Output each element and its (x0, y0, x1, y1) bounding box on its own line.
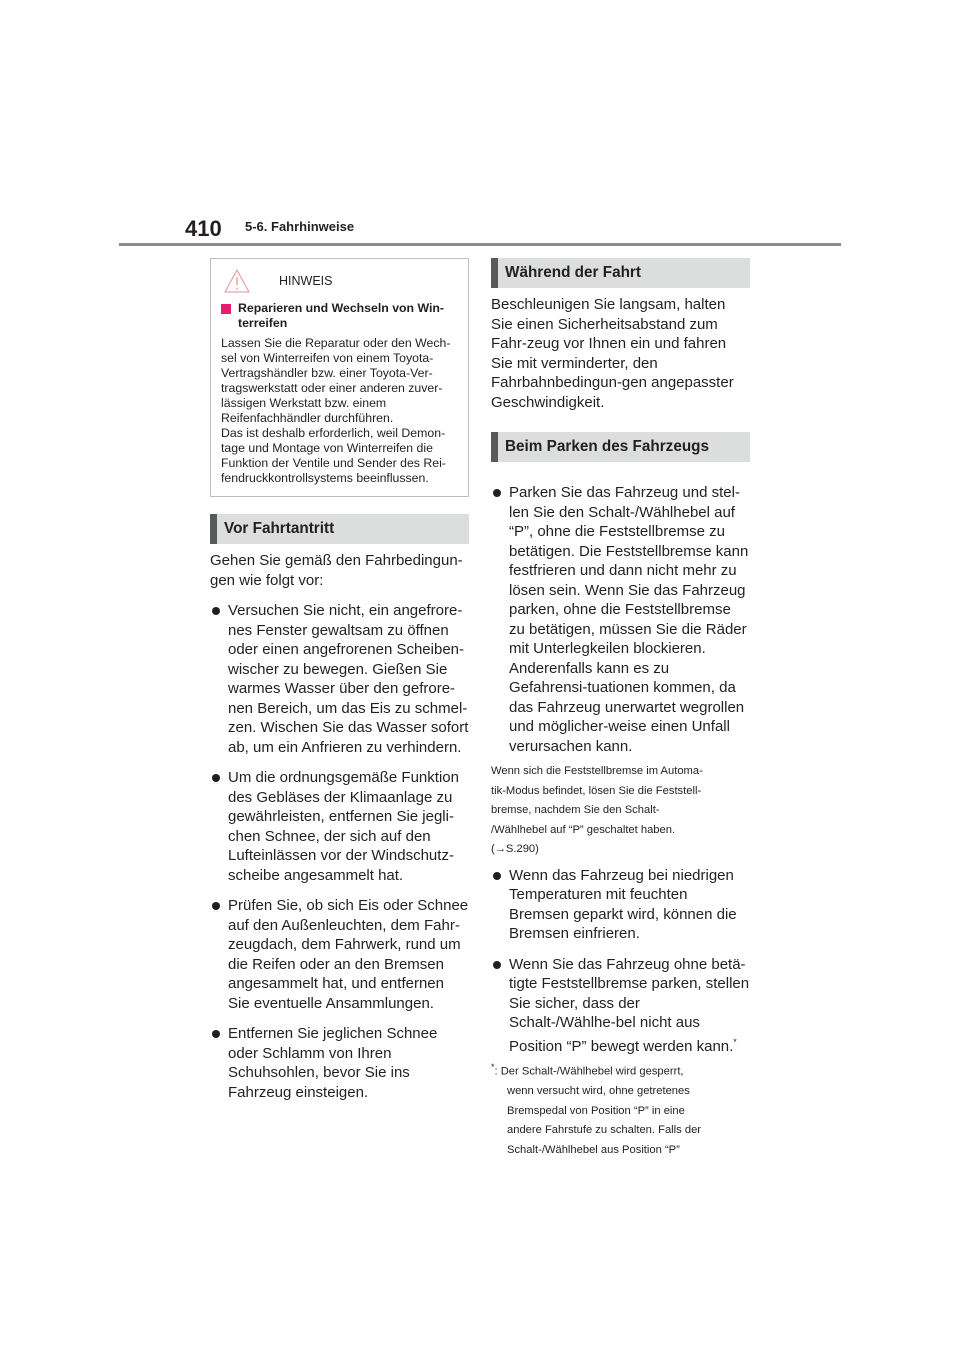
bullet-icon (212, 607, 220, 615)
warning-triangle-icon (223, 268, 251, 294)
footnote-marker: * (733, 1036, 737, 1047)
footnote: *: Der Schalt-/Wählhebel wird gesperrt, wenn versucht wird, ohne getretenes Bremspedal von Position “P” in eine andere Fahrstufe zu schalten. Falls der Schalt-/Wählhebel aus Position “P” (491, 1062, 702, 1156)
section-title: 5-6. Fahrhinweise (245, 219, 355, 234)
list-item: Wenn Sie das Fahrzeug ohne betä-tigte Feststellbremse parken, stellen Sie sicher, dass der Schalt-/Wählhe-bel nicht aus Position “P” bewegt werden kann.* (491, 955, 750, 1057)
list-item: Versuchen Sie nicht, ein angefrore-nes Fenster gewaltsam zu öffnen oder einen angefrorenen Scheiben-wischer zu bewegen. Gießen Sie warmes Wasser über den gefrore-nen Bereich, um das Eis zu schmel-zen. Wischen Sie das Wasser sofort ab, um ein Anfrieren zu verhindern. (210, 601, 469, 757)
pink-square-icon (221, 304, 231, 314)
parking-list-2 (491, 866, 750, 1057)
right-column (491, 258, 750, 1160)
bullet-icon (493, 961, 501, 969)
page-number: 410 (185, 216, 222, 241)
list-item: Parken Sie das Fahrzeug und stel-len Sie den Schalt-/Wählhebel auf “P”, ohne die Feststellbremse zu betätigen. Die Feststellbremse kann festfrieren und dann nicht mehr zu lösen sein. Wenn Sie das Fahrzeug parken, ohne die Feststellbremse zu betätigen, müssen Sie die Räder mit Unterlegkeilen blockieren. Anderenfalls kann es zu Gefahrensi-tuationen kommen, da das Fahrzeug unerwartet wegrollen und möglicher-weise einen Unfall verursachen kann. (491, 483, 750, 756)
notice-subtitle-text: Reparieren und Wechseln von Win- terreifen (238, 301, 445, 330)
list-item: Prüfen Sie, ob sich Eis oder Schnee auf den Außenleuchten, dem Fahr-zeugdach, dem Fahrwerk, rund um die Reifen oder an den Bremsen angesammelt hat, und entfernen Sie eventuelle Ansammlungen. (210, 896, 469, 1013)
bullet-icon (212, 774, 220, 782)
parking-list (491, 483, 750, 756)
parking-note: Wenn sich die Feststellbremse im Automa- tik-Modus befindet, lösen Sie die Feststell- bremse, nachdem Sie den Schalt- /Wählhebel auf “P” geschaltet haben. (→S.290) (491, 765, 703, 855)
notice-subtitle (221, 301, 458, 331)
heading-while-driving: Während der Fahrt (491, 258, 750, 288)
before-driving-intro: Gehen Sie gemäß den Fahrbedingun-gen wie folgt vor: (210, 552, 463, 589)
notice-header (221, 267, 458, 295)
notice-body: Lassen Sie die Reparatur oder den Wech- sel von Winterreifen von einem Toyota- Vertragshändler bzw. einer Toyota-Ver- tragswerkstatt oder einer anderen zuver- lässigen Werkstatt bzw. einem Reifenfachhändler durchführen. Das ist deshalb erforderlich, weil Demon- tage und Montage von Winterreifen die Funktion der Ventile und Sender des Rei- fendruckkontrollsystems beeinflussen. (221, 336, 451, 485)
bullet-icon (493, 872, 501, 880)
list-item: Um die ordnungsgemäße Funktion des Gebläses der Klimaanlage zu gewährleisten, entfernen Sie jegli-chen Schnee, der sich auf den Lufteinlässen vor der Windschutz-scheibe angesammelt hat. (210, 768, 469, 885)
list-item: Wenn das Fahrzeug bei niedrigen Temperaturen mit feuchten Bremsen geparkt wird, können die Bremsen einfrieren. (491, 866, 750, 944)
page-header (0, 0, 960, 250)
while-driving-text: Beschleunigen Sie langsam, halten Sie einen Sicherheitsabstand zum Fahr-zeug vor Ihnen ein und fahren Sie mit verminderter, den Fahrbahnbedingun-gen angepasster Geschwindigkeit. (491, 296, 734, 411)
heading-parking: Beim Parken des Fahrzeugs (491, 432, 750, 462)
bullet-icon (212, 902, 220, 910)
header-divider (119, 243, 841, 246)
before-driving-list (210, 601, 469, 1102)
heading-before-driving: Vor Fahrtantritt (210, 514, 469, 544)
left-column (210, 258, 469, 1113)
list-item: Entfernen Sie jeglichen Schnee oder Schlamm von Ihren Schuhsohlen, bevor Sie ins Fahrzeug einsteigen. (210, 1024, 469, 1102)
bullet-icon (212, 1030, 220, 1038)
notice-box (210, 258, 469, 497)
footnote-asterisk: * (491, 1062, 495, 1072)
bullet-icon (493, 489, 501, 497)
notice-label: HINWEIS (279, 273, 333, 288)
